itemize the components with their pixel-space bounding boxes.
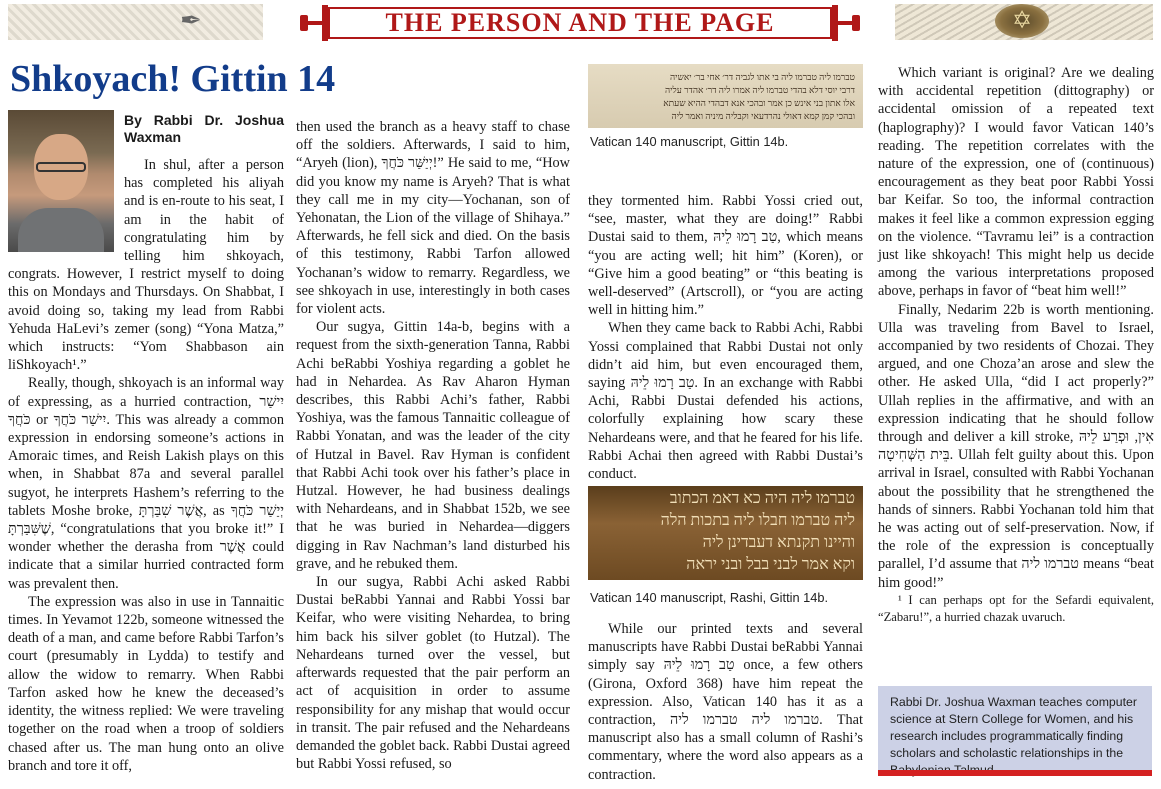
paragraph: In shul, after a person has completed his aliyah and is en-route to his seat, I am in the habit of congratulating him by telling him shkoyach, congrats. However, I restrict myself to doing this on Mondays and Thursdays. On Shabbat, I avoid doing so, taking my lead from Rabbi Yehuda HaLevi’s zemer (song) “Yona Matza,” which instructs: “Yom Shabbason ain liShkoyach¹.” [8,157,284,374]
manuscript-line: טברמו ליה טברמו ליה בי אתו לגביה דר׳ אחי בר׳ יאשיה [669,72,855,82]
manuscript-line: ליה טברמו חבלו ליה בתכות הלה [660,512,855,529]
manuscript-caption-1: Vatican 140 manuscript, Gittin 14b. [590,134,789,149]
page-banner [0,0,1161,48]
section-title-bar [300,6,860,40]
paragraph: then used the branch as a heavy staff to chase off the soldiers. Afterwards, I said to him, “Aryeh (lion), יְיַשַּׁר כֹּחֲךָ!” He said to me, “How did you know my name is Aryeh? That is what they call me in my city—Yochanan, son of Yehonatan, the Lion of the village of Shihaya.” Afterwards, he fell sick and died. On the basis of this testimony, Rabbi Tarfon allowed Yochanan’s widow to remarry. Regardless, we see shkoyach in use, interestingly in both cases for violent acts. [296,119,570,318]
manuscript-line: וקא אמר לבני בבל ובני יראה [686,556,855,573]
manuscript-line: ובהכי קמן קמא דאולי נהרדעאי וקבליה מיניה ואמר ליה [671,111,855,121]
bio-accent-bar [878,770,1152,776]
star-of-david-icon: ✡ [995,4,1049,38]
author-photo [8,110,114,252]
paragraph: Finally, Nedarim 22b is worth mentioning. Ulla was traveling from Bavel to Israel, accompanied by two residents of Chozai. They argued, and one Choza’an arose and slew the other. He asked Ulla, “did I act properly?” Ullah replies in the affirmative, and with an expression indicating that he should follow through and deliver a kill stroke, אִין, וּפְרַע לֵיהּ בֵּית הַשְּׁחִיטָה. Ullah felt guilty about this. Upon arrival in Israel, consulted with Rabbi Yochanan about the possibility that he strengthened the hands of sinners. Rabbi Yochanan told him that he was acting out of self-preservation. Now, if the role of the expression is conceptually parallel, I’d assume that טברמו ליה means “beat him good!” [878,301,1154,591]
paragraph: The expression was also in use in Tannaitic times. In Yevamot 122b, someone witnessed the death of a man, and came before Rabbi Tarfon’s court (presumably in Lydda) to testify and allow the widow to remarry. When Rabbi Tarfon asked how he knew the deceased’s identity, the witness replied: We were traveling together on the road when a troop of soldiers chased after us. The man hung onto an olive branch and tore it off, [8,593,284,774]
article-column-3-lower [588,620,863,784]
manuscript-caption-2: Vatican 140 manuscript, Rashi, Gittin 14b. [590,590,829,605]
manuscript-line: טברמו ליה היה כא דאמ הכתוב [669,490,855,507]
author-byline: By Rabbi Dr. Joshua Waxman [124,112,284,145]
paragraph: Our sugya, Gittin 14a-b, begins with a request from the sixth-generation Tanna, Rabbi Achi beRabbi Yoshiya regarding a goblet he had in Nehardea. As Rav Aharon Hyman describes, this Rabbi Achi’s father, Rabbi Yoshiya, was the famous Tannaitic colleague of Rabbi Yonatan, and was the leader of the city of Hutzal in Bavel. Rav Hyman is confident that Rabbi Achi took over his father’s place in Hutzal. However, he had business dealings with Nehardeans, and in Shabbat 152b, we see that he was buried in Nehardea—diggers digging in Rav Nachman’s land disturbed his grave, and he rebuked them. [296,319,570,572]
manuscript-line: אלו אתון בני אינש כן אמר ובהכי אנא דבהדי ההיא שעתא [663,98,855,108]
manuscript-image-rashi [588,486,863,580]
author-bio-box: Rabbi Dr. Joshua Waxman teaches computer science at Stern College for Women, and his research includes programmatically finding scholars and scholastic relationships in the [878,686,1152,770]
article-column-4 [878,64,1154,626]
section-title: THE PERSON AND THE PAGE [328,7,832,39]
article-column-3 [588,192,863,483]
paragraph: When they came back to Rabbi Achi, Rabbi Yossi complained that Rabbi Dustai not only didn’t aid him, but even encouraged them, saying טַב רָמוּ לֵיהּ. In an exchange with Rabbi Achi, Rabbi Dustai defended his actions, colorfully explaining how scary these Nehardeans were, and that he feared for his life. Rabbi Achai then agreed with Rabbi Dustai’s conduct. [588,320,863,483]
photo-glasses [36,162,86,172]
manuscript-image-gittin [588,64,863,128]
article-headline: Shkoyach! Gittin 14 [10,58,336,100]
manuscript-line: והיינו תקנתא דעבדינן ליה [702,534,855,551]
article-column-1 [8,108,284,775]
manuscript-line: דרבי יוסי דלא בהדי טברמו ליה אמרו ליה דר׳ אהדר עליה [664,85,855,95]
paragraph: Really, though, shkoyach is an informal way of expressing, as a hurried contraction, יִישַׁר כֹּחֲךָ or יִישַׁר כֹּחֲךָ. This was already a common expression in endorsing someone’s actions in Amoraic times, and Reish Lakish plays on this when, in Shabbat 87a and several parallel sugyot, he interprets Hashem’s referring to the tablets Moshe broke, אֲשֶׁר שִׁבַּרְתָּ, as יְיַשַׁר כֹּחֲךָ שֶׁשִּׁבַּרְתָּ, “congratulations that you broke it!” I wonder whether the derasha from אֲשֶׁר could indicate that a similar hurried contracted form was prevalent then. [8,375,284,592]
paragraph: Which variant is original? Are we dealing with accidental repetition (dittography) or accidental omission of a repeated text (haplography)? I would favor Vatican 140’s reading. The repetition correlates with the nature of the expression, one of (continuous) encouragement as they beat poor Rabbi Yossi bar Keifar. So too, the informal contraction makes it feel like a common expression egging on the violence. “Tavramu lei” is a contraction just like shkoyach! This might help us decide among the various interpretations proposed above, perhaps in favor of “beat him well!” [878,65,1154,300]
photo-shirt [18,208,104,252]
scroll-cap-left [300,15,308,31]
article-column-2 [296,118,570,773]
quill-icon: ✒ [180,6,202,35]
paragraph: While our printed texts and several manuscripts have Rabbi Dustai beRabbi Yannai simply say טַב רָמוּ לֵיהּ once, a few others (Girona, Oxford 368) have him repeat the expression. Also, Vatican 140 has it as a contraction, טברמו ליה טברמו ליה. That manuscript also has a small column of Rashi’s commentary, where the word also appears as a contraction. [588,621,863,783]
footnote: ¹ I can perhaps opt for the Sefardi equivalent, “Zabaru!”, a hurried chazak uvaruch. [878,592,1154,624]
paragraph: In our sugya, Rabbi Achi asked Rabbi Dustai beRabbi Yannai and Rabbi Yossi bar Keifar, who were visiting Nehardea, to bring him back his silver goblet (to Hutzal). The Nehardeans turned over the vessel, but afterwards requested that the pair perform an act of acquisition in order to assume responsibility for any mishap that would occur in transit. The pair refused and the Nehardeans demanded the goblet back. Rabbi Dustai agreed but Rabbi Yossi refused, so [296,574,570,773]
scroll-cap-right [852,15,860,31]
paragraph: they tormented him. Rabbi Yossi cried out, “see, master, what they are doing!” Rabbi Dustai said to them, טַב רָמוּ לֵיהּ, which means “you are acting well; hit him” (Koren), or “Give him a good beating” or “this beating is well-deserved” (Artscroll), or “you are acting well in hitting him.” [588,193,863,319]
